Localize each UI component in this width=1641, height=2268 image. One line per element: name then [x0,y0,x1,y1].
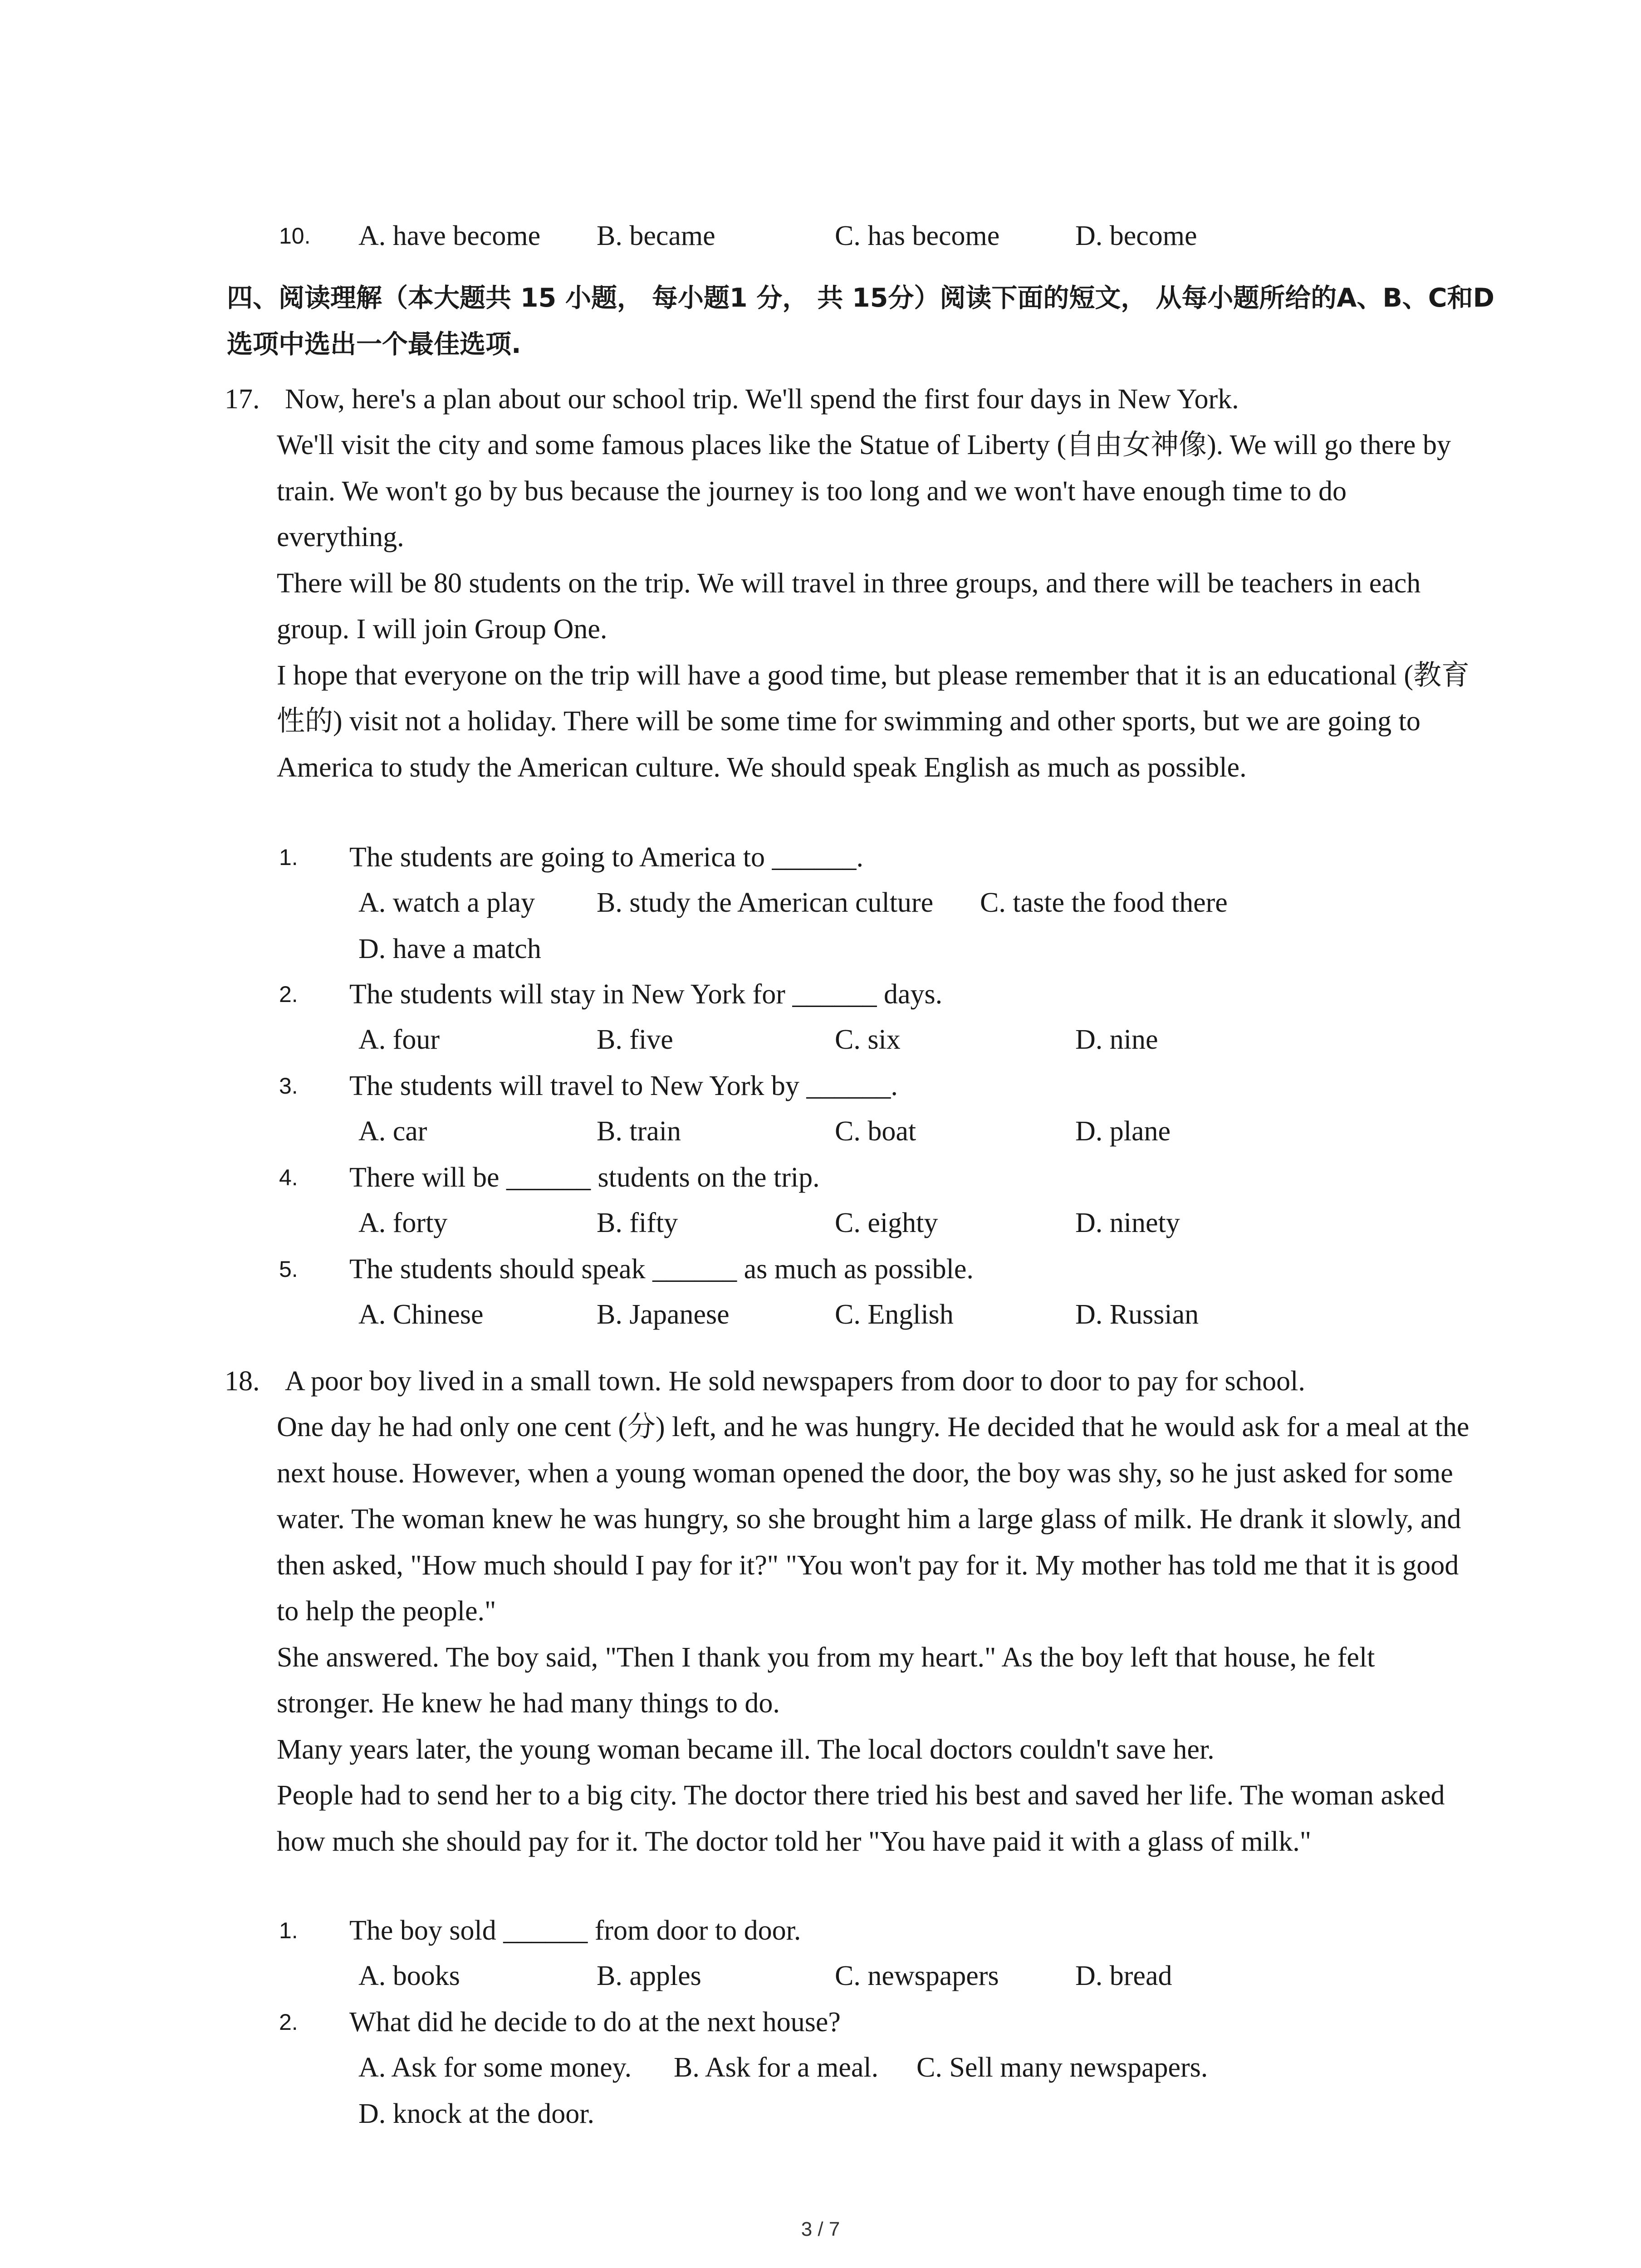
option-d: D. plane [1075,1116,1171,1147]
passage-paragraph: We'll visit the city and some famous places like the Statue of Liberty (自由女神像). We will go there by train. We won't go by bus because the journey is too long and we won't have enough time to do everything. [277,430,1451,552]
passage-paragraph: One day he had only one cent (分) left, and he was hungry. He decided that he would ask for a meal at the next house. However, when a young woman opened the door, the boy was shy, so he just asked for some water. The woman knew he was hungry, so she brought him a large glass of milk. He drank it slowly, and then asked, "How much should I pay for it?" "You won't pay for it. My mother has told me that it is good to help the people." [277,1412,1470,1627]
option-c: C. has become [835,220,1000,251]
page-number: 3 / 7 [801,2218,840,2240]
passage-first-line: A poor boy lived in a small town. He sold newspapers from door to door to pay for school. [285,1366,1305,1397]
question-number: 1. [279,1918,298,1943]
option-d: D. have a match [358,934,541,964]
passage-number: 18. [225,1366,260,1397]
option-b: B. train [597,1116,681,1147]
option-d: D. become [1075,220,1197,251]
option-c: C. boat [835,1116,916,1147]
option-d: D. ninety [1075,1207,1180,1238]
option-a: A. four [358,1024,440,1055]
question-text: The students will stay in New York for ______ days. [349,979,943,1010]
passage-paragraph: I hope that everyone on the trip will have a good time, but please remember that it is an educational (教育性的) visit not a holiday. There will be some time for swimming and other sports, but we are going to America to study the American culture. We should speak English as much as possible. [277,660,1470,783]
option-c: C. Sell many newspapers. [916,2052,1208,2083]
option-a: A. books [358,1960,460,1991]
question-number: 4. [279,1165,298,1190]
option-a: A. watch a play [358,887,535,918]
option-b: B. apples [597,1960,701,1991]
option-b: B. study the American culture [597,887,934,918]
passage-17-body [277,422,1479,791]
option-b: B. became [597,220,715,251]
passage-paragraph: People had to send her to a big city. The doctor there tried his best and saved her life. The woman asked how much she should pay for it. The doctor told her "You have paid it with a glass of milk." [277,1780,1445,1857]
option-a: A. forty [358,1207,448,1238]
question-number: 2. [279,982,298,1007]
option-d: D. Russian [1075,1299,1199,1330]
question-number: 1. [279,845,298,870]
option-a: A. car [358,1116,427,1147]
option-b: B. five [597,1024,673,1055]
option-c: C. six [835,1024,901,1055]
question-number: 2. [279,2009,298,2035]
question-text: What did he decide to do at the next house? [349,2007,841,2038]
option-c: C. newspapers [835,1960,999,1991]
question-text: The students will travel to New York by ______. [349,1070,898,1101]
question-text: The students should speak ______ as much as possible. [349,1254,974,1285]
option-d: D. bread [1075,1960,1172,1991]
section-heading: 四、阅读理解（本大题共 15 小题， 每小题1 分， 共 15分）阅读下面的短文， 从每小题所给的A、B、C和D选项中选出一个最佳选项. [227,283,1494,359]
option-b: B. Japanese [597,1299,730,1330]
passage-number: 17. [225,384,260,415]
question-number: 3. [279,1073,298,1099]
option-b: B. fifty [597,1207,678,1238]
question-number: 10. [279,223,311,249]
passage-paragraph: There will be 80 students on the trip. We will travel in three groups, and there will be teachers in each group. I will join Group One. [277,567,1421,645]
passage-paragraph: Many years later, the young woman became ill. The local doctors couldn't save her. [277,1734,1215,1765]
passage-first-line: Now, here's a plan about our school trip. We'll spend the first four days in New York. [285,384,1239,415]
question-text: The students are going to America to ______. [349,842,863,873]
option-a: A. have become [358,220,541,251]
option-c: C. English [835,1299,954,1330]
option-c: C. taste the food there [980,887,1228,918]
option-d: D. nine [1075,1024,1158,1055]
passage-paragraph: She answered. The boy said, "Then I thank you from my heart." As the boy left that house, he felt stronger. He knew he had many things to do. [277,1642,1375,1719]
option-a: A. Chinese [358,1299,484,1330]
option-a: A. Ask for some money. [358,2052,632,2083]
option-c: C. eighty [835,1207,938,1238]
option-b: B. Ask for a meal. [674,2052,879,2083]
question-text: The boy sold ______ from door to door. [349,1915,801,1946]
passage-18-body [277,1404,1479,1865]
question-text: There will be ______ students on the trip. [349,1162,820,1193]
option-d: D. knock at the door. [358,2098,595,2129]
question-number: 5. [279,1256,298,1282]
